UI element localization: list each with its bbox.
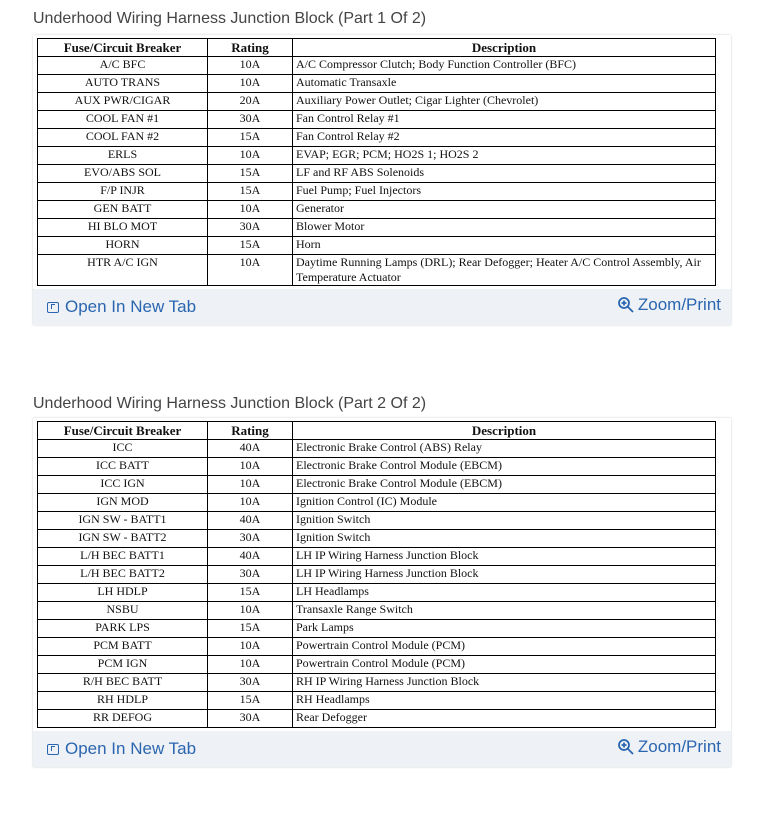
fuse-rating: 40A xyxy=(208,512,293,530)
fuse-rating: 10A xyxy=(208,75,293,93)
fuse-description: Daytime Running Lamps (DRL); Rear Defogger; Heater A/C Control Assembly, Air Temperature Actuator xyxy=(293,255,716,286)
table-row xyxy=(38,237,716,255)
table-row xyxy=(38,638,716,656)
table-row xyxy=(38,111,716,129)
fuse-name: L/H BEC BATT2 xyxy=(38,566,208,584)
fuse-description: Blower Motor xyxy=(293,219,716,237)
open-in-new-tab-link[interactable] xyxy=(47,297,196,317)
zoom-in-icon xyxy=(617,738,635,756)
fuse-name: HORN xyxy=(38,237,208,255)
fuse-name: RR DEFOG xyxy=(38,710,208,728)
card-footer xyxy=(33,731,731,767)
fuse-rating: 15A xyxy=(208,129,293,147)
fuse-name: A/C BFC xyxy=(38,57,208,75)
fuse-name: R/H BEC BATT xyxy=(38,674,208,692)
fuse-rating: 10A xyxy=(208,255,293,286)
open-label: Open In New Tab xyxy=(65,739,197,758)
fuse-description: Fan Control Relay #2 xyxy=(293,129,716,147)
fuse-rating: 15A xyxy=(208,237,293,255)
table-row xyxy=(38,692,716,710)
fuse-rating: 10A xyxy=(208,476,293,494)
table-row xyxy=(38,440,716,458)
table-row xyxy=(38,476,716,494)
fuse-rating: 30A xyxy=(208,710,293,728)
table-row xyxy=(38,93,716,111)
fuse-name: COOL FAN #1 xyxy=(38,111,208,129)
open-new-tab-icon xyxy=(47,302,59,313)
fuse-description: Auxiliary Power Outlet; Cigar Lighter (Chevrolet) xyxy=(293,93,716,111)
fuse-rating: 10A xyxy=(208,458,293,476)
fuse-name: LH HDLP xyxy=(38,584,208,602)
table-row xyxy=(38,512,716,530)
column-header: Fuse/Circuit Breaker xyxy=(38,422,208,440)
fuse-name: F/P INJR xyxy=(38,183,208,201)
fuse-description: Ignition Switch xyxy=(293,512,716,530)
fuse-description: Powertrain Control Module (PCM) xyxy=(293,638,716,656)
table-row xyxy=(38,710,716,728)
fuse-rating: 10A xyxy=(208,494,293,512)
fuse-table xyxy=(37,421,716,728)
table-row xyxy=(38,219,716,237)
fuse-rating: 15A xyxy=(208,183,293,201)
fuse-rating: 10A xyxy=(208,201,293,219)
table-header xyxy=(38,39,716,57)
fuse-description: Park Lamps xyxy=(293,620,716,638)
fuse-rating: 30A xyxy=(208,674,293,692)
fuse-name: NSBU xyxy=(38,602,208,620)
fuse-description: Electronic Brake Control (ABS) Relay xyxy=(293,440,716,458)
table-row xyxy=(38,530,716,548)
fuse-name: AUX PWR/CIGAR xyxy=(38,93,208,111)
fuse-name: PCM IGN xyxy=(38,656,208,674)
fuse-name: PCM BATT xyxy=(38,638,208,656)
fuse-name: COOL FAN #2 xyxy=(38,129,208,147)
fuse-rating: 40A xyxy=(208,440,293,458)
fuse-name: AUTO TRANS xyxy=(38,75,208,93)
table-row xyxy=(38,147,716,165)
fuse-rating: 15A xyxy=(208,620,293,638)
fuse-rating: 30A xyxy=(208,111,293,129)
fuse-name: PARK LPS xyxy=(38,620,208,638)
fuse-rating: 10A xyxy=(208,602,293,620)
table-row xyxy=(38,183,716,201)
column-header: Description xyxy=(293,422,716,440)
card-footer xyxy=(33,289,731,325)
fuse-table-card xyxy=(33,35,731,325)
column-header: Description xyxy=(293,39,716,57)
fuse-description: EVAP; EGR; PCM; HO2S 1; HO2S 2 xyxy=(293,147,716,165)
table-row xyxy=(38,548,716,566)
fuse-table xyxy=(37,38,716,286)
fuse-description: LH IP Wiring Harness Junction Block xyxy=(293,566,716,584)
table-row xyxy=(38,566,716,584)
open-new-tab-icon xyxy=(47,744,59,755)
fuse-description: RH IP Wiring Harness Junction Block xyxy=(293,674,716,692)
table-row xyxy=(38,602,716,620)
zoom-print-link[interactable] xyxy=(617,295,721,315)
zoom-print-link[interactable] xyxy=(617,737,721,757)
fuse-description: LH IP Wiring Harness Junction Block xyxy=(293,548,716,566)
fuse-name: ICC BATT xyxy=(38,458,208,476)
table-row xyxy=(38,129,716,147)
fuse-description: Automatic Transaxle xyxy=(293,75,716,93)
fuse-description: Ignition Switch xyxy=(293,530,716,548)
section-title: Underhood Wiring Harness Junction Block (Part 1 Of 2) xyxy=(33,10,427,27)
fuse-rating: 30A xyxy=(208,566,293,584)
fuse-description: Powertrain Control Module (PCM) xyxy=(293,656,716,674)
fuse-description: LH Headlamps xyxy=(293,584,716,602)
fuse-table-card xyxy=(33,418,731,767)
table-row xyxy=(38,584,716,602)
fuse-name: HTR A/C IGN xyxy=(38,255,208,286)
table-row xyxy=(38,201,716,219)
fuse-description: Transaxle Range Switch xyxy=(293,602,716,620)
fuse-description: Horn xyxy=(293,237,716,255)
table-row xyxy=(38,458,716,476)
fuse-name: HI BLO MOT xyxy=(38,219,208,237)
fuse-name: RH HDLP xyxy=(38,692,208,710)
column-header: Rating xyxy=(208,422,293,440)
section-title: Underhood Wiring Harness Junction Block (Part 2 Of 2) xyxy=(33,395,427,412)
table-row xyxy=(38,57,716,75)
fuse-rating: 15A xyxy=(208,584,293,602)
table-row xyxy=(38,494,716,512)
table-row xyxy=(38,165,716,183)
column-header: Rating xyxy=(208,39,293,57)
fuse-rating: 30A xyxy=(208,530,293,548)
table-row xyxy=(38,656,716,674)
fuse-rating: 40A xyxy=(208,548,293,566)
fuse-rating: 10A xyxy=(208,147,293,165)
fuse-name: IGN SW - BATT2 xyxy=(38,530,208,548)
fuse-name: ICC xyxy=(38,440,208,458)
fuse-description: LF and RF ABS Solenoids xyxy=(293,165,716,183)
fuse-name: L/H BEC BATT1 xyxy=(38,548,208,566)
zoom-in-icon xyxy=(617,296,635,314)
column-header: Fuse/Circuit Breaker xyxy=(38,39,208,57)
fuse-description: Ignition Control (IC) Module xyxy=(293,494,716,512)
fuse-name: ERLS xyxy=(38,147,208,165)
open-in-new-tab-link[interactable] xyxy=(47,739,196,759)
fuse-name: ICC IGN xyxy=(38,476,208,494)
fuse-name: IGN MOD xyxy=(38,494,208,512)
fuse-description: Fan Control Relay #1 xyxy=(293,111,716,129)
fuse-rating: 30A xyxy=(208,219,293,237)
fuse-rating: 15A xyxy=(208,692,293,710)
table-header xyxy=(38,422,716,440)
fuse-rating: 10A xyxy=(208,638,293,656)
fuse-description: A/C Compressor Clutch; Body Function Controller (BFC) xyxy=(293,57,716,75)
fuse-description: Rear Defogger xyxy=(293,710,716,728)
fuse-description: RH Headlamps xyxy=(293,692,716,710)
table-row xyxy=(38,674,716,692)
table-row xyxy=(38,255,716,286)
fuse-rating: 10A xyxy=(208,57,293,75)
zoom-label: Zoom/Print xyxy=(637,295,721,314)
fuse-rating: 15A xyxy=(208,165,293,183)
zoom-label: Zoom/Print xyxy=(637,737,721,756)
fuse-description: Electronic Brake Control Module (EBCM) xyxy=(293,476,716,494)
table-row xyxy=(38,620,716,638)
fuse-rating: 20A xyxy=(208,93,293,111)
fuse-name: IGN SW - BATT1 xyxy=(38,512,208,530)
table-row xyxy=(38,75,716,93)
fuse-rating: 10A xyxy=(208,656,293,674)
fuse-description: Generator xyxy=(293,201,716,219)
fuse-name: EVO/ABS SOL xyxy=(38,165,208,183)
open-label: Open In New Tab xyxy=(65,297,197,316)
fuse-name: GEN BATT xyxy=(38,201,208,219)
fuse-description: Fuel Pump; Fuel Injectors xyxy=(293,183,716,201)
fuse-description: Electronic Brake Control Module (EBCM) xyxy=(293,458,716,476)
